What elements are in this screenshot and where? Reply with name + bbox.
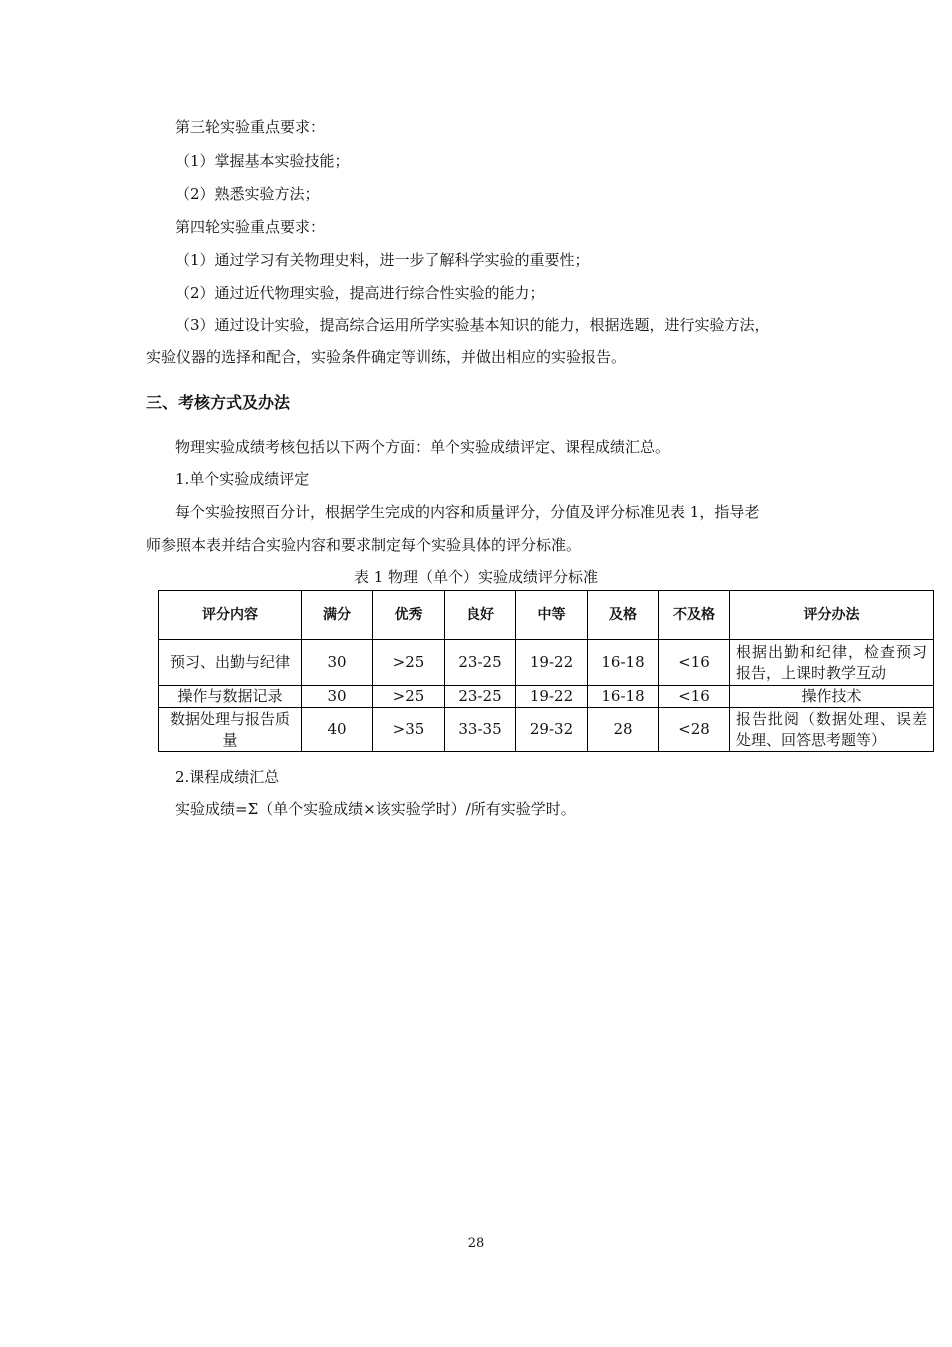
grading-table (158, 590, 934, 752)
round4-item3-line1: （3）通过设计实验，提高综合运用所学实验基本知识的能力，根据选题，进行实验方法， (175, 316, 770, 334)
table-cell: >35 (373, 708, 445, 752)
round4-item1: （1）通过学习有关物理史料，进一步了解科学实验的重要性； (175, 251, 590, 269)
round3-item2: （2）熟悉实验方法； (175, 185, 320, 203)
table-cell: >25 (373, 686, 445, 708)
round4-item2: （2）通过近代物理实验，提高进行综合性实验的能力； (175, 284, 545, 302)
round4-title: 第四轮实验重点要求： (175, 218, 326, 236)
table-cell: 根据出勤和纪律，检查预习报告，上课时教学互动 (730, 640, 934, 686)
grading-paragraph-line2: 师参照本表并结合实验内容和要求制定每个实验具体的评分标准。 (146, 536, 582, 554)
grading-paragraph-line1: 每个实验按照百分计，根据学生完成的内容和质量评分，分值及评分标准见表 1，指导老 (175, 503, 760, 521)
header-cell: 良好 (445, 591, 516, 640)
table-cell: 33-35 (445, 708, 516, 752)
table-row (159, 708, 934, 752)
table-cell: 19-22 (516, 640, 588, 686)
assessment-intro: 物理实验成绩考核包括以下两个方面：单个实验成绩评定、课程成绩汇总。 (175, 438, 671, 456)
table-cell: >25 (373, 640, 445, 686)
table-cell: 23-25 (445, 686, 516, 708)
header-cell: 及格 (588, 591, 659, 640)
round4-item3-line2: 实验仪器的选择和配合，实验条件确定等训练，并做出相应的实验报告。 (146, 348, 627, 366)
table-cell: <16 (659, 640, 730, 686)
table-cell: 16-18 (588, 686, 659, 708)
table-cell: 19-22 (516, 686, 588, 708)
table-cell: 预习、出勤与纪律 (159, 640, 302, 686)
page-number: 28 (467, 1236, 485, 1251)
table-cell: 40 (302, 708, 373, 752)
round3-item1: （1）掌握基本实验技能； (175, 152, 350, 170)
table-cell: 数据处理与报告质量 (159, 708, 302, 752)
subheading-course-summary: 2.课程成绩汇总 (175, 768, 280, 786)
header-cell: 满分 (302, 591, 373, 640)
table-cell: 操作与数据记录 (159, 686, 302, 708)
table-cell: <28 (659, 708, 730, 752)
header-cell: 不及格 (659, 591, 730, 640)
header-cell: 评分内容 (159, 591, 302, 640)
table-cell: 30 (302, 640, 373, 686)
header-cell: 中等 (516, 591, 588, 640)
table-cell: 报告批阅（数据处理、误差处理、回答思考题等） (730, 708, 934, 752)
table-row (159, 640, 934, 686)
table-cell: 23-25 (445, 640, 516, 686)
subheading-single-grade: 1.单个实验成绩评定 (175, 470, 310, 488)
table-cell: 操作技术 (730, 686, 934, 708)
table-cell: 28 (588, 708, 659, 752)
table-header-row (159, 591, 934, 640)
section-heading: 三、考核方式及办法 (146, 393, 291, 412)
table-cell: 29-32 (516, 708, 588, 752)
grade-formula: 实验成绩=Σ（单个实验成绩×该实验学时）/所有实验学时。 (175, 800, 576, 818)
table-caption: 表 1 物理（单个）实验成绩评分标准 (353, 568, 599, 586)
header-cell: 评分办法 (730, 591, 934, 640)
round3-title: 第三轮实验重点要求： (175, 118, 326, 136)
table-cell: 30 (302, 686, 373, 708)
header-cell: 优秀 (373, 591, 445, 640)
table-cell: <16 (659, 686, 730, 708)
table-row (159, 686, 934, 708)
table-cell: 16-18 (588, 640, 659, 686)
